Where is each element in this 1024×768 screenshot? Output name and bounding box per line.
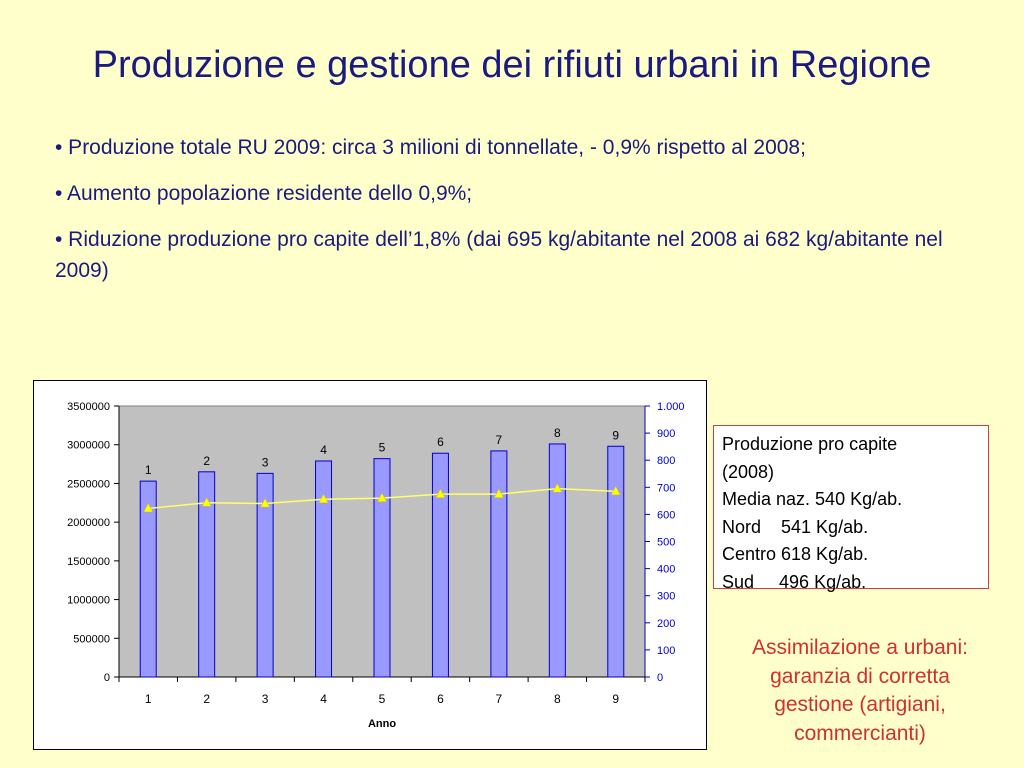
x-axis-tick-label: 7 <box>495 692 503 706</box>
x-axis-tick-label: 5 <box>378 692 386 706</box>
bar <box>608 446 624 677</box>
left-axis-tick-label: 3500000 <box>67 401 110 413</box>
right-axis-tick-label: 800 <box>657 455 676 468</box>
bar <box>491 451 507 677</box>
info-line-heading: Produzione pro capite <box>722 434 898 454</box>
chart-frame <box>33 380 707 750</box>
right-axis-tick-label: 900 <box>657 428 676 441</box>
left-axis-tick-label: 2000000 <box>67 517 110 530</box>
production-chart <box>34 381 706 749</box>
left-axis-tick-label: 0 <box>103 672 110 684</box>
info-line-year: (2008) <box>722 461 775 482</box>
right-axis-tick-label: 400 <box>657 563 676 576</box>
bar-data-label: 9 <box>612 428 620 443</box>
right-axis-tick-label: 200 <box>657 617 676 630</box>
bullet-total-production: • Produzione totale RU 2009: circa 3 milioni di tonnellate, - 0,9% rispetto al 2008; <box>55 136 806 159</box>
x-axis-tick-label: 4 <box>320 692 327 706</box>
info-line-south: Sud 496 Kg/ab. <box>722 571 867 592</box>
bar <box>374 459 390 677</box>
x-axis-tick-label: 8 <box>553 692 561 706</box>
info-line-national-average: Media naz. 540 Kg/ab. <box>722 489 903 509</box>
right-axis-tick-label: 600 <box>657 509 676 522</box>
bar-data-label: 3 <box>261 455 269 470</box>
x-axis-tick-label: 3 <box>261 692 269 706</box>
x-axis-tick-label: 1 <box>144 692 152 706</box>
right-axis-tick-label: 100 <box>657 644 676 657</box>
bullet-list <box>55 132 975 301</box>
x-axis-label: Anno <box>367 718 397 730</box>
bar-data-label: 7 <box>495 432 503 447</box>
right-axis-tick-label: 1.000 <box>657 401 685 413</box>
assimilation-line-1: Assimilazione a urbani: <box>752 636 968 659</box>
assimilation-line-2: garanzia di corretta <box>770 664 950 688</box>
assimilation-line-3: gestione (artigiani, <box>774 693 946 716</box>
left-axis-tick-label: 500000 <box>73 633 110 646</box>
left-axis-tick-label: 3000000 <box>67 439 110 452</box>
left-axis-tick-label: 1000000 <box>67 594 110 607</box>
slide-title: Produzione e gestione dei rifiuti urbani in Regione <box>92 44 932 86</box>
left-axis-tick-label: 2500000 <box>67 478 110 491</box>
x-axis-tick-label: 2 <box>203 692 211 706</box>
info-line-north: Nord 541 Kg/ab. <box>722 516 869 537</box>
assimilation-note <box>712 634 1008 748</box>
bar-data-label: 8 <box>553 425 561 440</box>
bar-data-label: 5 <box>378 440 386 455</box>
x-axis-tick-label: 9 <box>612 692 620 706</box>
bullet-population-increase: • Aumento popolazione residente dello 0,9%; <box>55 182 473 205</box>
right-axis-tick-label: 0 <box>657 672 664 684</box>
bar-data-label: 4 <box>320 442 327 457</box>
per-capita-info-box <box>713 425 989 592</box>
right-axis-tick-label: 300 <box>657 590 676 603</box>
right-axis-tick-label: 700 <box>657 482 676 495</box>
bar <box>316 461 332 677</box>
bullet-per-capita-reduction: • Riduzione produzione pro capite dell’1,8% (dai 695 kg/abitante nel 2008 ai 682 kg/abitante nel 2009) <box>55 228 943 282</box>
bar-data-label: 6 <box>437 435 444 450</box>
bar-data-label: 1 <box>144 463 152 478</box>
bar <box>432 453 448 677</box>
bar <box>549 444 565 677</box>
x-axis-tick-label: 6 <box>437 692 444 706</box>
bar-data-label: 2 <box>203 453 211 468</box>
left-axis-tick-label: 1500000 <box>67 555 110 568</box>
right-axis-tick-label: 500 <box>657 536 676 549</box>
assimilation-line-4: commercianti) <box>794 721 926 745</box>
info-line-center: Centro 618 Kg/ab. <box>722 544 869 564</box>
